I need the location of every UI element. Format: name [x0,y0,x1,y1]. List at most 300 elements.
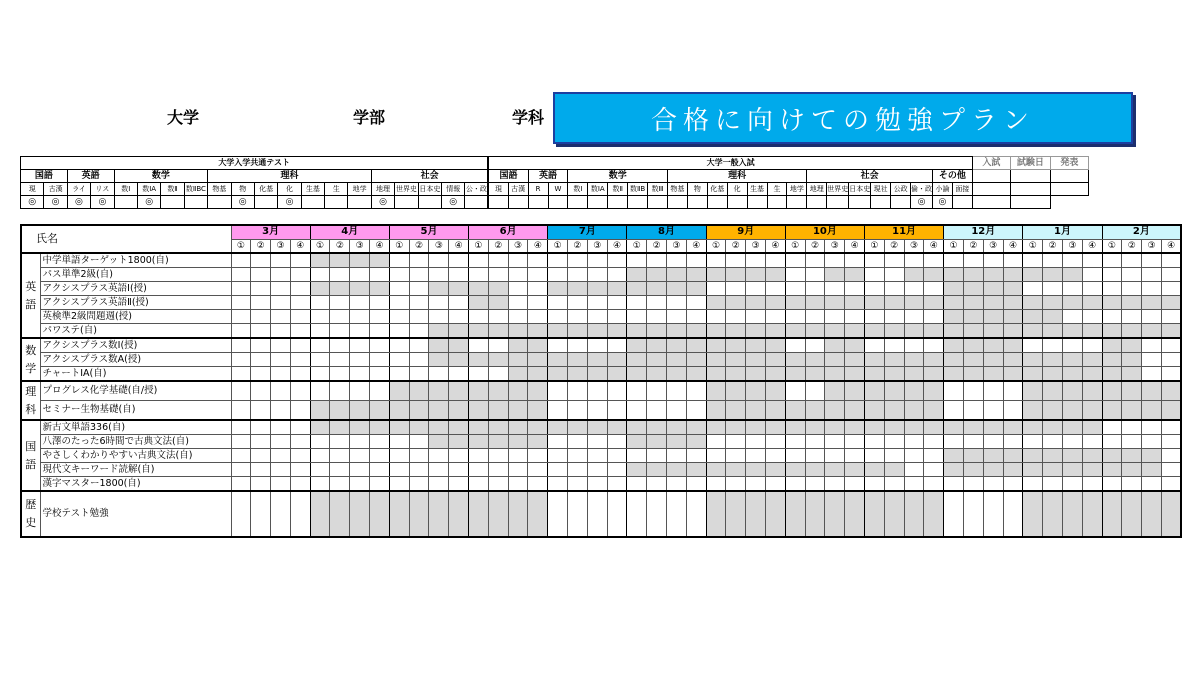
plan-cell[interactable] [508,324,528,339]
plan-cell[interactable] [983,282,1003,296]
plan-cell[interactable] [1082,420,1102,435]
plan-cell[interactable] [1102,296,1122,310]
plan-cell[interactable] [884,477,904,492]
plan-cell[interactable] [231,353,251,367]
plan-cell[interactable] [983,449,1003,463]
plan-cell[interactable] [1102,338,1122,353]
plan-cell[interactable] [766,310,786,324]
plan-cell[interactable] [290,381,310,401]
plan-cell[interactable] [1003,449,1023,463]
plan-cell[interactable] [370,310,390,324]
plan-cell[interactable] [1102,324,1122,339]
plan-cell[interactable] [370,324,390,339]
plan-cell[interactable] [726,324,746,339]
plan-cell[interactable] [251,296,271,310]
plan-cell[interactable] [647,401,667,421]
general-selection-mark[interactable] [807,196,827,209]
general-selection-mark[interactable] [787,196,807,209]
plan-cell[interactable] [726,449,746,463]
plan-cell[interactable] [766,282,786,296]
plan-cell[interactable] [330,268,350,282]
plan-cell[interactable] [944,463,964,477]
plan-cell[interactable] [251,401,271,421]
plan-cell[interactable] [528,477,548,492]
common-selection-mark[interactable]: ◎ [231,196,254,209]
plan-cell[interactable] [1023,296,1043,310]
plan-cell[interactable] [429,367,449,382]
plan-cell[interactable] [409,381,429,401]
plan-cell[interactable] [785,449,805,463]
plan-cell[interactable] [587,381,607,401]
exam-extra-cell[interactable] [952,196,972,209]
plan-cell[interactable] [1122,420,1142,435]
plan-cell[interactable] [488,353,508,367]
plan-cell[interactable] [568,381,588,401]
plan-cell[interactable] [884,296,904,310]
plan-cell[interactable] [488,449,508,463]
plan-cell[interactable] [944,282,964,296]
plan-cell[interactable] [548,282,568,296]
exam-extra-cell[interactable] [1050,170,1088,183]
plan-cell[interactable] [587,449,607,463]
plan-cell[interactable] [647,491,667,537]
plan-cell[interactable] [290,324,310,339]
plan-cell[interactable] [469,491,489,537]
plan-cell[interactable] [1122,401,1142,421]
plan-cell[interactable] [627,367,647,382]
plan-cell[interactable] [1003,463,1023,477]
plan-cell[interactable] [647,268,667,282]
plan-cell[interactable] [1082,338,1102,353]
plan-cell[interactable] [904,296,924,310]
plan-cell[interactable] [508,420,528,435]
plan-cell[interactable] [310,353,330,367]
plan-cell[interactable] [568,338,588,353]
plan-cell[interactable] [865,268,885,282]
plan-cell[interactable] [1043,435,1063,449]
plan-cell[interactable] [488,310,508,324]
plan-cell[interactable] [667,420,687,435]
plan-cell[interactable] [1161,491,1181,537]
plan-cell[interactable] [686,253,706,268]
common-selection-mark[interactable]: ◎ [278,196,301,209]
plan-cell[interactable] [924,401,944,421]
plan-cell[interactable] [766,324,786,339]
plan-cell[interactable] [963,296,983,310]
plan-cell[interactable] [805,296,825,310]
plan-cell[interactable] [469,282,489,296]
plan-cell[interactable] [686,401,706,421]
plan-cell[interactable] [231,477,251,492]
general-selection-mark[interactable] [568,196,588,209]
plan-cell[interactable] [865,324,885,339]
plan-cell[interactable] [330,435,350,449]
plan-cell[interactable] [350,477,370,492]
plan-cell[interactable] [508,268,528,282]
plan-cell[interactable] [607,449,627,463]
plan-cell[interactable] [983,420,1003,435]
plan-cell[interactable] [785,324,805,339]
plan-cell[interactable] [1161,477,1181,492]
plan-cell[interactable] [1161,338,1181,353]
plan-cell[interactable] [1043,253,1063,268]
plan-cell[interactable] [370,253,390,268]
plan-cell[interactable] [1082,463,1102,477]
plan-cell[interactable] [231,463,251,477]
plan-cell[interactable] [746,282,766,296]
plan-cell[interactable] [290,253,310,268]
plan-cell[interactable] [271,353,291,367]
plan-cell[interactable] [409,420,429,435]
plan-cell[interactable] [310,477,330,492]
plan-cell[interactable] [330,463,350,477]
plan-cell[interactable] [785,463,805,477]
plan-cell[interactable] [944,253,964,268]
plan-cell[interactable] [1102,420,1122,435]
general-selection-mark[interactable] [687,196,707,209]
plan-cell[interactable] [568,435,588,449]
plan-cell[interactable] [1003,367,1023,382]
common-selection-mark[interactable]: ◎ [67,196,90,209]
plan-cell[interactable] [350,282,370,296]
plan-cell[interactable] [350,338,370,353]
plan-cell[interactable] [746,253,766,268]
plan-cell[interactable] [627,296,647,310]
plan-cell[interactable] [667,381,687,401]
plan-cell[interactable] [488,268,508,282]
plan-cell[interactable] [667,324,687,339]
plan-cell[interactable] [766,401,786,421]
plan-cell[interactable] [746,449,766,463]
plan-cell[interactable] [488,381,508,401]
plan-cell[interactable] [310,310,330,324]
plan-cell[interactable] [904,463,924,477]
plan-cell[interactable] [983,463,1003,477]
plan-cell[interactable] [647,324,667,339]
plan-cell[interactable] [647,253,667,268]
plan-cell[interactable] [548,401,568,421]
plan-cell[interactable] [706,324,726,339]
plan-cell[interactable] [310,435,330,449]
plan-cell[interactable] [1102,435,1122,449]
plan-cell[interactable] [983,367,1003,382]
plan-cell[interactable] [845,268,865,282]
plan-cell[interactable] [1142,367,1162,382]
plan-cell[interactable] [963,324,983,339]
plan-cell[interactable] [627,381,647,401]
plan-cell[interactable] [409,268,429,282]
plan-cell[interactable] [785,353,805,367]
plan-cell[interactable] [330,338,350,353]
plan-cell[interactable] [587,367,607,382]
plan-cell[interactable] [944,310,964,324]
plan-cell[interactable] [330,253,350,268]
plan-cell[interactable] [686,338,706,353]
plan-cell[interactable] [548,353,568,367]
plan-cell[interactable] [845,296,865,310]
plan-cell[interactable] [469,401,489,421]
plan-cell[interactable] [766,420,786,435]
general-selection-mark[interactable] [727,196,747,209]
plan-cell[interactable] [409,435,429,449]
plan-cell[interactable] [884,449,904,463]
plan-cell[interactable] [330,324,350,339]
plan-cell[interactable] [825,296,845,310]
plan-cell[interactable] [1142,338,1162,353]
plan-cell[interactable] [1102,253,1122,268]
plan-cell[interactable] [1142,324,1162,339]
plan-cell[interactable] [271,381,291,401]
plan-cell[interactable] [370,338,390,353]
plan-cell[interactable] [370,268,390,282]
exam-extra-cell[interactable] [972,170,1010,183]
plan-cell[interactable] [528,463,548,477]
plan-cell[interactable] [488,420,508,435]
plan-cell[interactable] [389,477,409,492]
plan-cell[interactable] [488,253,508,268]
exam-extra-cell[interactable] [1010,196,1050,209]
plan-cell[interactable] [805,477,825,492]
plan-cell[interactable] [271,282,291,296]
plan-cell[interactable] [587,401,607,421]
plan-cell[interactable] [1142,253,1162,268]
plan-cell[interactable] [726,477,746,492]
plan-cell[interactable] [231,253,251,268]
plan-cell[interactable] [825,401,845,421]
plan-cell[interactable] [924,324,944,339]
plan-cell[interactable] [330,353,350,367]
plan-cell[interactable] [271,420,291,435]
plan-cell[interactable] [330,296,350,310]
plan-cell[interactable] [508,296,528,310]
plan-cell[interactable] [389,310,409,324]
plan-cell[interactable] [805,401,825,421]
plan-cell[interactable] [271,268,291,282]
plan-cell[interactable] [548,449,568,463]
plan-cell[interactable] [845,381,865,401]
plan-cell[interactable] [449,253,469,268]
plan-cell[interactable] [607,310,627,324]
plan-cell[interactable] [706,463,726,477]
plan-cell[interactable] [231,381,251,401]
plan-cell[interactable] [528,296,548,310]
plan-cell[interactable] [924,353,944,367]
common-selection-mark[interactable] [301,196,324,209]
plan-cell[interactable] [508,353,528,367]
plan-cell[interactable] [944,338,964,353]
plan-cell[interactable] [488,401,508,421]
plan-cell[interactable] [389,353,409,367]
plan-cell[interactable] [785,381,805,401]
plan-cell[interactable] [1003,435,1023,449]
plan-cell[interactable] [904,420,924,435]
plan-cell[interactable] [845,401,865,421]
plan-cell[interactable] [508,367,528,382]
plan-cell[interactable] [1023,367,1043,382]
plan-cell[interactable] [607,282,627,296]
plan-cell[interactable] [1082,282,1102,296]
plan-cell[interactable] [568,310,588,324]
plan-cell[interactable] [310,491,330,537]
plan-cell[interactable] [647,463,667,477]
plan-cell[interactable] [1023,491,1043,537]
plan-cell[interactable] [1003,381,1023,401]
exam-extra-cell[interactable] [972,183,1010,196]
plan-cell[interactable] [607,296,627,310]
plan-cell[interactable] [1122,477,1142,492]
plan-cell[interactable] [904,253,924,268]
plan-cell[interactable] [706,477,726,492]
plan-cell[interactable] [924,477,944,492]
plan-cell[interactable] [528,449,548,463]
plan-cell[interactable] [904,353,924,367]
plan-cell[interactable] [528,401,548,421]
plan-cell[interactable] [607,401,627,421]
plan-cell[interactable] [409,449,429,463]
plan-cell[interactable] [1082,477,1102,492]
plan-cell[interactable] [845,477,865,492]
plan-cell[interactable] [825,268,845,282]
plan-cell[interactable] [310,268,330,282]
plan-cell[interactable] [1161,367,1181,382]
plan-cell[interactable] [508,463,528,477]
plan-cell[interactable] [825,324,845,339]
plan-cell[interactable] [568,253,588,268]
plan-cell[interactable] [746,435,766,449]
plan-cell[interactable] [983,324,1003,339]
plan-cell[interactable] [1082,449,1102,463]
plan-cell[interactable] [627,324,647,339]
plan-cell[interactable] [884,435,904,449]
plan-cell[interactable] [568,449,588,463]
exam-extra-cell[interactable] [1010,183,1050,196]
plan-cell[interactable] [271,449,291,463]
plan-cell[interactable] [785,477,805,492]
plan-cell[interactable] [1122,268,1142,282]
plan-cell[interactable] [271,296,291,310]
plan-cell[interactable] [983,491,1003,537]
general-selection-mark[interactable] [747,196,767,209]
plan-cell[interactable] [251,449,271,463]
plan-cell[interactable] [449,420,469,435]
plan-cell[interactable] [825,463,845,477]
plan-cell[interactable] [766,381,786,401]
plan-cell[interactable] [845,253,865,268]
plan-cell[interactable] [1043,324,1063,339]
plan-cell[interactable] [231,367,251,382]
plan-cell[interactable] [607,477,627,492]
plan-cell[interactable] [290,268,310,282]
plan-cell[interactable] [726,463,746,477]
general-selection-mark[interactable] [628,196,648,209]
plan-cell[interactable] [389,338,409,353]
general-selection-mark[interactable]: ◎ [911,196,933,209]
plan-cell[interactable] [271,367,291,382]
plan-cell[interactable] [389,367,409,382]
plan-cell[interactable] [825,381,845,401]
plan-cell[interactable] [251,353,271,367]
plan-cell[interactable] [310,381,330,401]
plan-cell[interactable] [290,477,310,492]
general-selection-mark[interactable] [667,196,687,209]
plan-cell[interactable] [528,353,548,367]
plan-cell[interactable] [865,253,885,268]
plan-cell[interactable] [1161,324,1181,339]
plan-cell[interactable] [1023,324,1043,339]
plan-cell[interactable] [350,463,370,477]
plan-cell[interactable] [290,449,310,463]
plan-cell[interactable] [271,401,291,421]
plan-cell[interactable] [290,310,310,324]
plan-cell[interactable] [825,477,845,492]
plan-cell[interactable] [1161,296,1181,310]
plan-cell[interactable] [1043,381,1063,401]
plan-cell[interactable] [1161,268,1181,282]
common-selection-mark[interactable] [184,196,207,209]
exam-extra-cell[interactable] [972,196,1010,209]
plan-cell[interactable] [884,353,904,367]
plan-cell[interactable] [508,449,528,463]
general-selection-mark[interactable]: ◎ [933,196,953,209]
plan-cell[interactable] [548,310,568,324]
plan-cell[interactable] [884,420,904,435]
plan-cell[interactable] [1142,401,1162,421]
plan-cell[interactable] [290,401,310,421]
plan-cell[interactable] [647,353,667,367]
plan-cell[interactable] [488,367,508,382]
plan-cell[interactable] [310,463,330,477]
plan-cell[interactable] [587,253,607,268]
plan-cell[interactable] [865,449,885,463]
plan-cell[interactable] [1043,449,1063,463]
plan-cell[interactable] [983,381,1003,401]
plan-cell[interactable] [370,420,390,435]
plan-cell[interactable] [627,338,647,353]
plan-cell[interactable] [1161,435,1181,449]
plan-cell[interactable] [290,296,310,310]
plan-cell[interactable] [865,353,885,367]
plan-cell[interactable] [1082,310,1102,324]
general-selection-mark[interactable] [528,196,548,209]
plan-cell[interactable] [667,449,687,463]
plan-cell[interactable] [429,435,449,449]
plan-cell[interactable] [746,401,766,421]
plan-cell[interactable] [1142,282,1162,296]
plan-cell[interactable] [350,381,370,401]
plan-cell[interactable] [726,353,746,367]
plan-cell[interactable] [865,463,885,477]
plan-cell[interactable] [627,420,647,435]
plan-cell[interactable] [1082,353,1102,367]
plan-cell[interactable] [845,282,865,296]
plan-cell[interactable] [1023,310,1043,324]
plan-cell[interactable] [944,353,964,367]
plan-cell[interactable] [370,381,390,401]
plan-cell[interactable] [1142,491,1162,537]
plan-cell[interactable] [825,338,845,353]
plan-cell[interactable] [766,435,786,449]
plan-cell[interactable] [548,420,568,435]
plan-cell[interactable] [1062,420,1082,435]
plan-cell[interactable] [805,435,825,449]
plan-cell[interactable] [924,296,944,310]
plan-cell[interactable] [805,310,825,324]
plan-cell[interactable] [389,449,409,463]
plan-cell[interactable] [290,338,310,353]
plan-cell[interactable] [449,491,469,537]
plan-cell[interactable] [686,381,706,401]
plan-cell[interactable] [647,477,667,492]
